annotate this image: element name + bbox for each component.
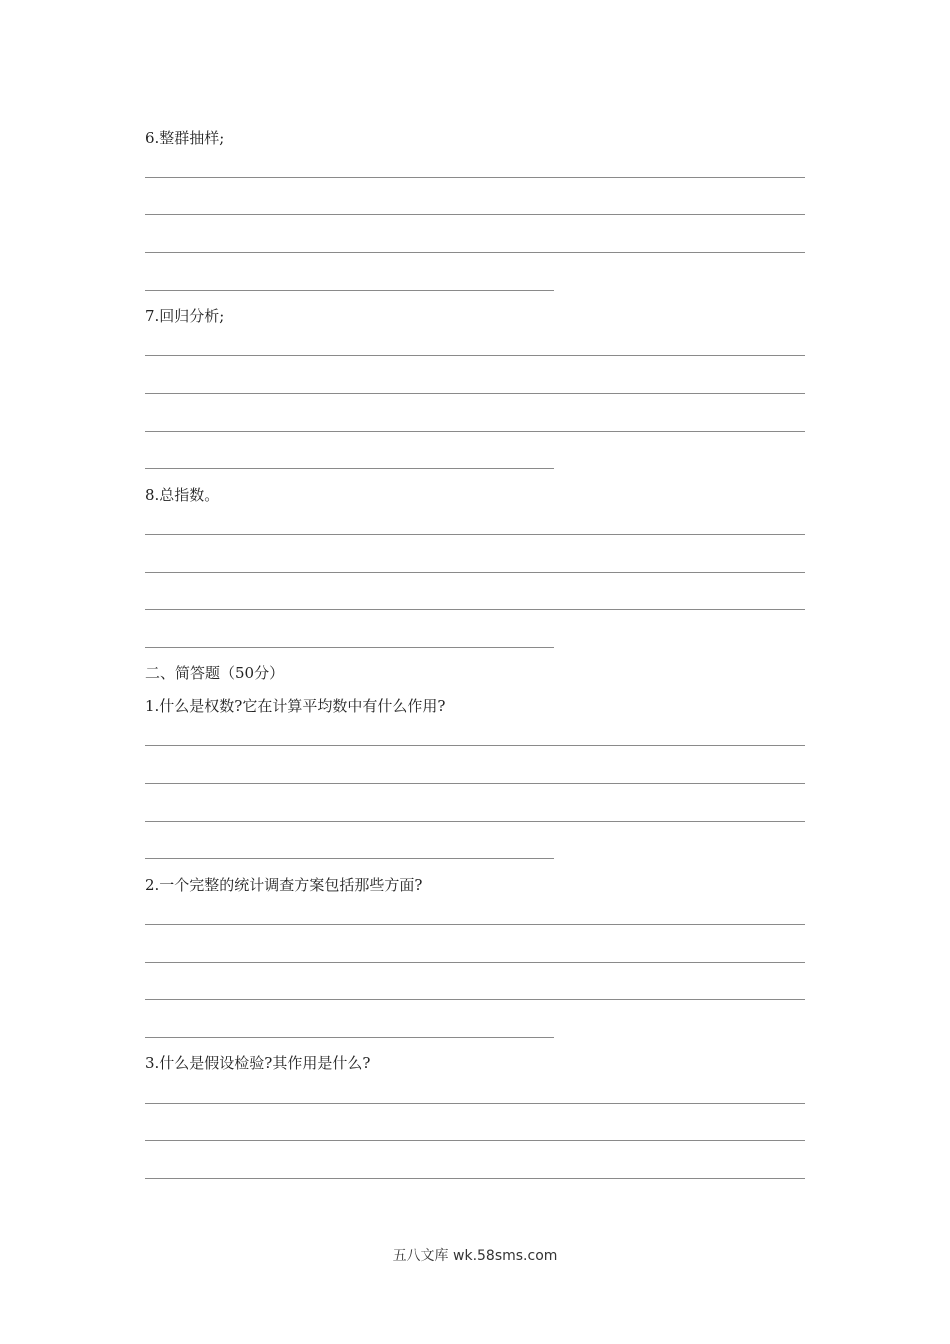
answer-line <box>145 999 805 1000</box>
short-answer-question-3: 3.什么是假设检验?其作用是什么? <box>145 1054 371 1072</box>
question-8-label: 8.总指数。 <box>145 486 220 504</box>
answer-line <box>145 924 805 925</box>
section-heading: 二、简答题（50分） <box>145 664 285 682</box>
question-7-label: 7.回归分析; <box>145 307 225 325</box>
answer-line <box>145 1103 805 1104</box>
page-footer: 五八文库 wk.58sms.com <box>392 1248 558 1264</box>
answer-line <box>145 1140 805 1141</box>
answer-line <box>145 962 805 963</box>
answer-line <box>145 1037 554 1038</box>
answer-line <box>145 431 805 432</box>
answer-line <box>145 177 805 178</box>
answer-line <box>145 1178 805 1179</box>
answer-line <box>145 393 805 394</box>
short-answer-question-2: 2.一个完整的统计调查方案包括那些方面? <box>145 876 423 894</box>
answer-line <box>145 647 554 648</box>
answer-line <box>145 572 805 573</box>
answer-line <box>145 468 554 469</box>
answer-line <box>145 290 554 291</box>
answer-line <box>145 745 805 746</box>
answer-line <box>145 609 805 610</box>
answer-line <box>145 355 805 356</box>
answer-line <box>145 214 805 215</box>
short-answer-question-1: 1.什么是权数?它在计算平均数中有什么作用? <box>145 697 446 715</box>
answer-line <box>145 783 805 784</box>
answer-line <box>145 821 805 822</box>
answer-line <box>145 252 805 253</box>
answer-line <box>145 858 554 859</box>
answer-line <box>145 534 805 535</box>
question-6-label: 6.整群抽样; <box>145 129 225 147</box>
